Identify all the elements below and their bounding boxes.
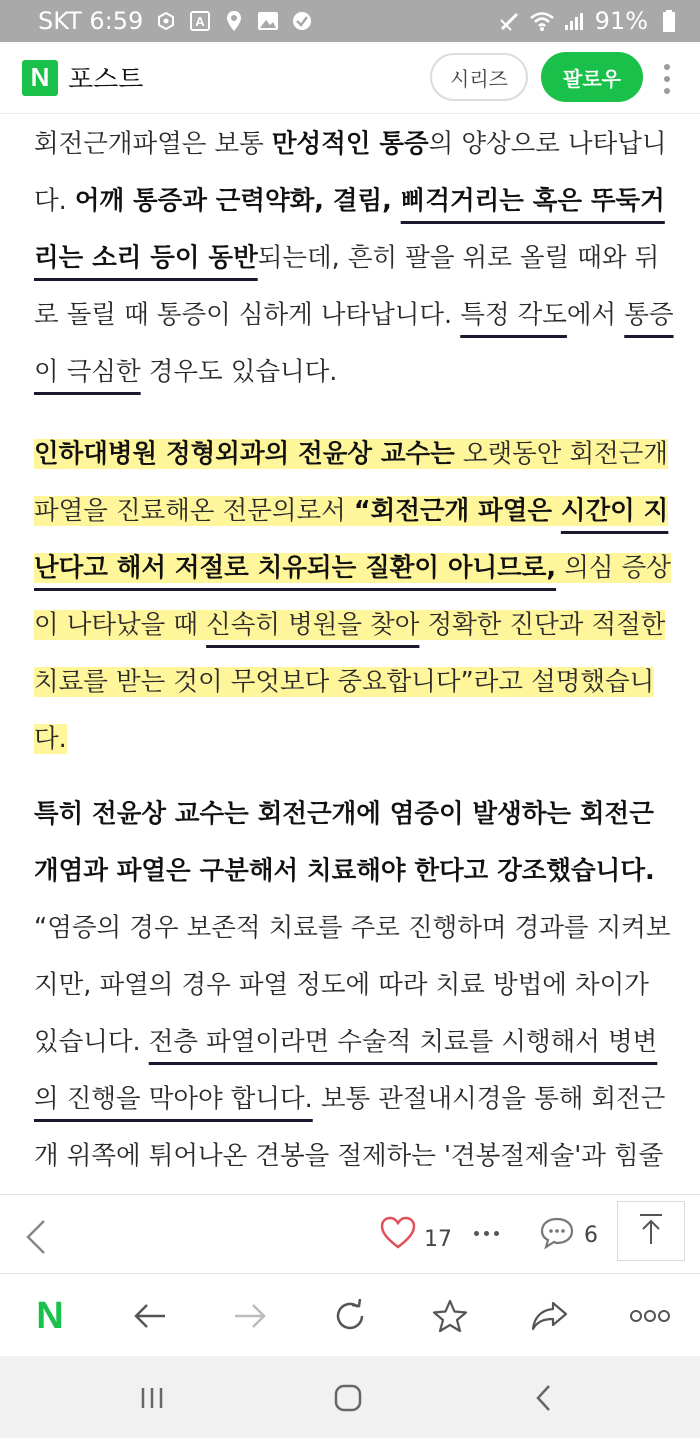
heart-icon	[380, 1217, 416, 1253]
paragraph-2	[34, 426, 674, 768]
paragraph-3	[34, 786, 674, 1242]
text: 오랫동안 회전근개파열을 진료해온 전문의로서	[34, 439, 669, 526]
text: 보통 관절내시경을 통해 회전근개 위쪽에 튀어나온 견봉을 절제하는 '견봉절제술'과 힘줄	[34, 1084, 666, 1171]
comment-icon	[540, 1217, 574, 1253]
bold-text: 어깨 통증과 근력약화, 결림,	[74, 186, 401, 216]
recents-icon[interactable]	[132, 1380, 172, 1416]
underlined-bold-text: 삐걱거리는 혹은 뚜둑거리는 소리 등이 동반	[34, 186, 665, 273]
bold-text: 만성적인 통증	[271, 129, 429, 159]
svg-text:A: A	[195, 14, 205, 29]
naver-home-button[interactable]: N	[36, 1294, 64, 1337]
post-action-bar	[0, 1194, 700, 1274]
app-header	[0, 42, 700, 114]
underlined-text: 특정 각도	[460, 300, 567, 330]
text: 에서	[566, 300, 625, 330]
app-a-icon	[189, 10, 211, 32]
text: 의 양상으로 나타납니다.	[34, 129, 667, 216]
page-title[interactable]: 포스트	[68, 64, 144, 94]
scroll-top-button[interactable]	[617, 1201, 685, 1261]
browser-toolbar	[0, 1274, 700, 1356]
text: 정확한 진단과 적절한 치료를 받는 것이 무엇보다 중요합니다”라고 설명했습니다.	[34, 610, 666, 754]
hexagon-icon	[155, 10, 177, 32]
paragraph-1	[34, 116, 674, 401]
more-menu-icon[interactable]	[628, 1294, 672, 1338]
more-horizontal-icon[interactable]	[474, 1231, 499, 1236]
underlined-text: 신속히 병원을 찾아	[206, 610, 420, 640]
status-bar	[0, 0, 700, 42]
text: 경우도 있습니다.	[140, 357, 338, 387]
text: 의심 증상이 나타났을 때	[34, 553, 671, 640]
share-icon[interactable]	[528, 1294, 572, 1338]
bold-text: “회전근개 파열은	[353, 496, 561, 526]
comment-count: 6	[584, 1222, 598, 1248]
location-icon	[223, 10, 245, 32]
underlined-bold-text: 시간이 지난다고 해서 저절로 치유되는 질환이 아니므로,	[34, 496, 669, 583]
back-arrow-icon[interactable]	[128, 1294, 172, 1338]
article-body	[0, 114, 700, 1194]
arrow-up-icon	[637, 1212, 665, 1250]
like-count: 17	[424, 1226, 452, 1252]
text: 회전근개파열은 보통	[34, 129, 272, 159]
forward-arrow-icon[interactable]	[228, 1294, 272, 1338]
battery-percent: 91%	[594, 7, 648, 35]
naver-logo[interactable]: N	[22, 60, 58, 96]
battery-icon	[658, 10, 680, 32]
wifi-icon	[531, 10, 553, 32]
text: “염증의 경우 보존적 치료를 주로 진행하며 경과를 지켜보지만, 파열의 경우 파열 정도에 따라 치료 방법에 차이가 있습니다.	[34, 913, 671, 1057]
system-nav-bar	[0, 1356, 700, 1438]
image-icon	[257, 10, 279, 32]
series-button[interactable]: 시리즈	[430, 53, 528, 101]
bold-text: 인하대병원 정형외과의 전윤상 교수는	[34, 439, 455, 469]
system-back-icon[interactable]	[524, 1380, 564, 1416]
refresh-icon[interactable]	[328, 1294, 372, 1338]
bookmark-star-icon[interactable]	[428, 1294, 472, 1338]
carrier-time: SKT 6:59	[38, 7, 144, 35]
bold-text: 특히 전윤상 교수는 회전근개에 염증이 발생하는 회전근개염과 파열은 구분해서 치료해야 한다고 강조했습니다.	[34, 799, 655, 886]
check-circle-icon	[291, 10, 313, 32]
more-vertical-icon[interactable]	[662, 64, 672, 94]
text: 되는데, 흔히 팔을 위로 올릴 때와 뒤로 돌릴 때 통증이 심하게 나타납니다.	[34, 243, 660, 330]
chevron-left-icon[interactable]	[24, 1219, 48, 1259]
comment-button[interactable]	[540, 1217, 598, 1253]
pen-icon	[499, 10, 521, 32]
home-icon[interactable]	[328, 1380, 368, 1416]
underlined-text: 통증이 극심한	[34, 300, 674, 387]
underlined-text: 전층 파열이라면 수술적 치료를 시행해서 병변의 진행을 막아야 합니다.	[34, 1027, 658, 1114]
follow-button[interactable]: 팔로우	[541, 52, 643, 102]
signal-icon	[563, 10, 585, 32]
like-button[interactable]	[380, 1217, 452, 1253]
